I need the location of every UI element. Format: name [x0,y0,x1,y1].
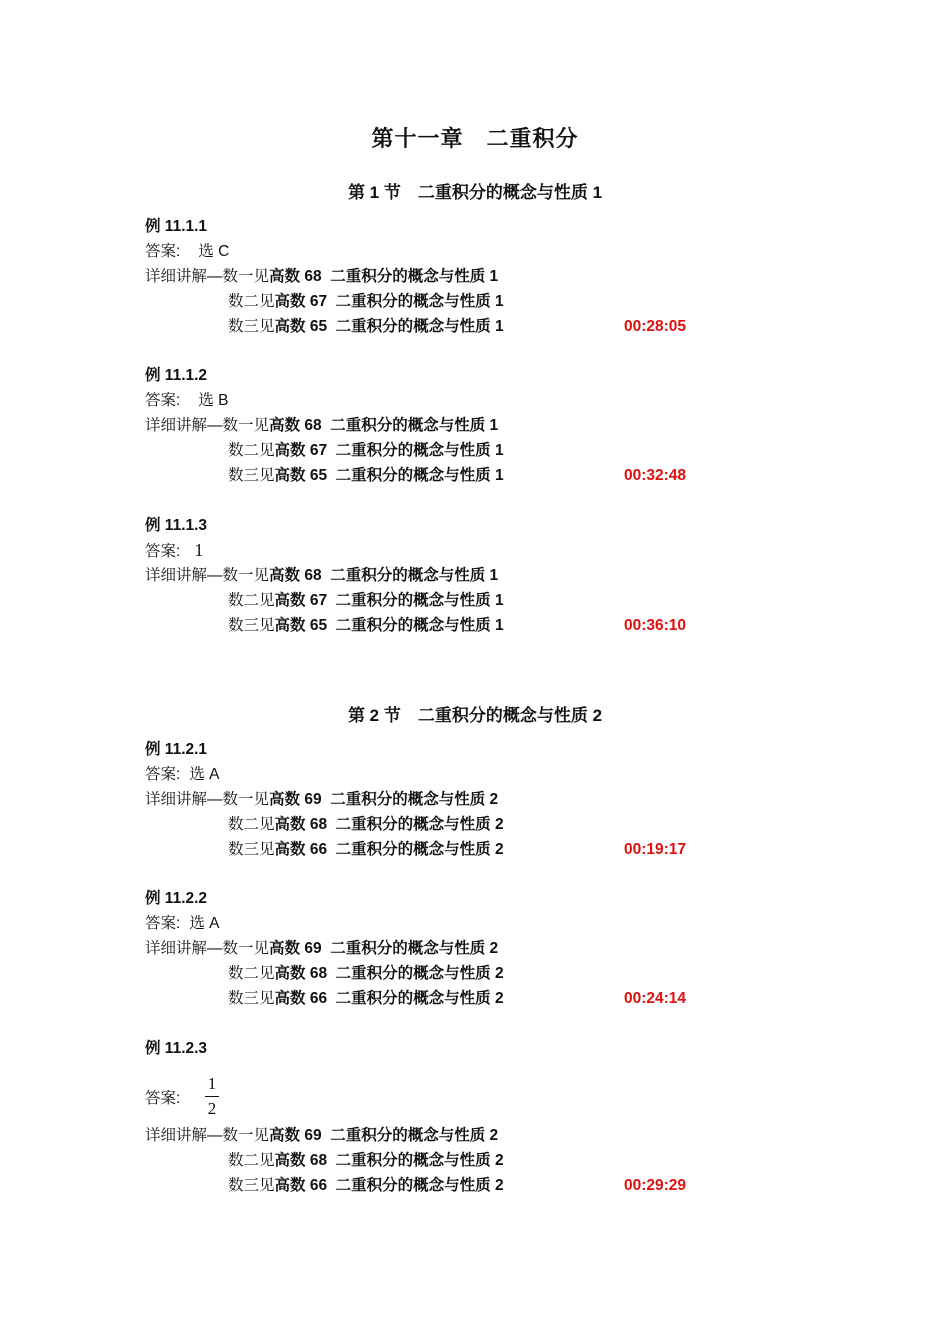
reference-lecture: 高数 68 二重积分的概念与性质 2 [274,965,504,982]
detail-prefix: 详细讲解— [145,791,223,808]
reference-line [145,563,745,588]
reference-line [145,438,745,463]
reference-source: 数二见 [228,442,275,459]
fraction-denominator: 2 [207,1099,217,1118]
reference-source: 数二见 [228,1152,275,1169]
video-timestamp: 00:24:14 [624,990,687,1007]
example-block [145,1036,745,1198]
chapter-title: 第十一章 二重积分 [371,126,579,151]
reference-line [145,289,745,314]
detail-prefix: 详细讲解— [145,940,223,957]
video-timestamp: 00:29:29 [624,1177,687,1194]
example-block [145,214,745,339]
example-block [145,886,745,1011]
answer-value: 选 A [189,915,220,932]
reference-lecture: 高数 65 二重积分的概念与性质 1 [274,318,504,335]
reference-lecture: 高数 68 二重积分的概念与性质 1 [269,417,499,434]
reference-source: 数三见 [228,990,275,1007]
answer-line [145,1073,745,1123]
reference-line [145,936,745,961]
answer-value: 选 C [198,243,230,260]
reference-lecture: 高数 67 二重积分的概念与性质 1 [274,293,504,310]
reference-source: 数三见 [228,617,275,634]
reference-source: 数一见 [222,791,270,808]
fraction-bar [205,1096,219,1097]
reference-lecture: 高数 68 二重积分的概念与性质 1 [269,268,499,285]
section-title: 第 1 节 二重积分的概念与性质 1 [347,183,603,202]
reference-lecture: 高数 66 二重积分的概念与性质 2 [274,1177,504,1194]
video-timestamp: 00:19:17 [624,841,687,858]
example-block [145,737,745,862]
answer-value: 选 B [198,392,229,409]
answer-line [145,239,745,264]
detail-prefix: 详细讲解— [145,567,223,584]
detail-prefix: 详细讲解— [145,1127,223,1144]
example-title: 例 11.1.2 [145,367,208,384]
reference-line [145,837,745,862]
reference-source: 数一见 [222,940,270,957]
reference-line [145,986,745,1011]
detail-prefix: 详细讲解— [145,268,223,285]
reference-lecture: 高数 68 二重积分的概念与性质 2 [274,1152,504,1169]
answer-line [145,762,745,787]
reference-line [145,787,745,812]
reference-line [145,961,745,986]
reference-lecture: 高数 69 二重积分的概念与性质 2 [269,1127,499,1144]
reference-line [145,1173,745,1198]
fraction-numerator: 1 [207,1074,217,1093]
reference-source: 数一见 [222,567,270,584]
reference-source: 数二见 [228,816,275,833]
video-timestamp: 00:36:10 [624,617,687,634]
reference-line [145,314,745,339]
reference-source: 数一见 [222,417,270,434]
reference-line [145,588,745,613]
answer-label: 答案: [145,766,181,783]
reference-source: 数三见 [228,841,275,858]
reference-source: 数一见 [222,268,270,285]
answer-label: 答案: [145,243,181,260]
answer-label: 答案: [145,915,181,932]
example-block [145,513,745,638]
detail-prefix: 详细讲解— [145,417,223,434]
reference-lecture: 高数 67 二重积分的概念与性质 1 [274,442,504,459]
reference-source: 数三见 [228,1177,275,1194]
answer-fraction [205,1073,219,1120]
answer-label: 答案: [145,1090,181,1107]
reference-source: 数二见 [228,592,275,609]
reference-line [145,1148,745,1173]
answer-label: 答案: [145,543,181,560]
reference-lecture: 高数 68 二重积分的概念与性质 1 [269,567,499,584]
example-title: 例 11.1.3 [145,517,208,534]
reference-line [145,613,745,638]
answer-line [145,911,745,936]
reference-source: 数三见 [228,467,275,484]
reference-lecture: 高数 67 二重积分的概念与性质 1 [274,592,504,609]
reference-source: 数二见 [228,293,275,310]
example-block [145,363,745,488]
answer-label: 答案: [145,392,181,409]
answer-line [145,388,745,413]
video-timestamp: 00:32:48 [624,467,687,484]
reference-lecture: 高数 69 二重积分的概念与性质 2 [269,791,499,808]
answer-value: 1 [194,540,204,560]
reference-lecture: 高数 66 二重积分的概念与性质 2 [274,990,504,1007]
reference-line [145,463,745,488]
reference-line [145,264,745,289]
example-title: 例 11.2.2 [145,890,208,907]
reference-lecture: 高数 68 二重积分的概念与性质 2 [274,816,504,833]
answer-line [145,538,745,563]
reference-lecture: 高数 69 二重积分的概念与性质 2 [269,940,499,957]
reference-source: 数三见 [228,318,275,335]
video-timestamp: 00:28:05 [624,318,687,335]
answer-value: 选 A [189,766,220,783]
reference-line [145,413,745,438]
reference-source: 数一见 [222,1127,270,1144]
reference-source: 数二见 [228,965,275,982]
section-title: 第 2 节 二重积分的概念与性质 2 [347,706,603,725]
reference-line [145,1123,745,1148]
reference-lecture: 高数 65 二重积分的概念与性质 1 [274,617,504,634]
example-title: 例 11.2.3 [145,1040,208,1057]
reference-lecture: 高数 66 二重积分的概念与性质 2 [274,841,504,858]
example-title: 例 11.1.1 [145,218,208,235]
reference-line [145,812,745,837]
example-title: 例 11.2.1 [145,741,208,758]
reference-lecture: 高数 65 二重积分的概念与性质 1 [274,467,504,484]
